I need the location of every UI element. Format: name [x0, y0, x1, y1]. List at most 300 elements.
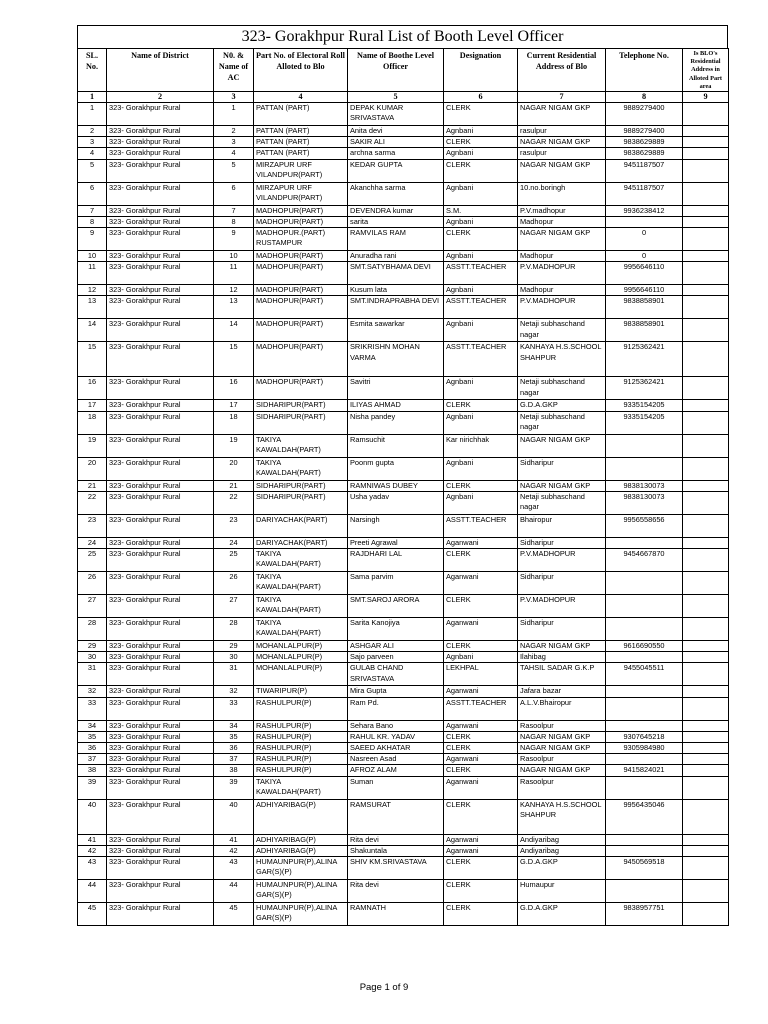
cell-ac-number: 35 — [214, 731, 254, 742]
page-title: 323- Gorakhpur Rural List of Booth Level Officer — [77, 25, 728, 48]
cell-telephone: 9305984980 — [606, 743, 683, 754]
cell-designation: CLERK — [444, 743, 518, 754]
cell-district-name: 323- Gorakhpur Rural — [107, 857, 214, 880]
cell-district-name: 323- Gorakhpur Rural — [107, 537, 214, 548]
column-header: Part No. of Electoral Roll Alloted to Blo — [254, 49, 348, 92]
cell-ac-number: 42 — [214, 845, 254, 856]
cell-address: 10.no.boringh — [518, 182, 606, 205]
cell-part-name: MADHOPUR(PART) — [254, 319, 348, 342]
cell-ac-number: 5 — [214, 159, 254, 182]
cell-officer-name: AFROZ ALAM — [348, 765, 444, 776]
cell-in-part-area — [683, 491, 729, 514]
cell-address: KANHAYA H.S.SCHOOL SHAHPUR — [518, 799, 606, 834]
cell-address: rasulpur — [518, 148, 606, 159]
cell-district-name: 323- Gorakhpur Rural — [107, 618, 214, 641]
booth-officer-sheet — [77, 25, 728, 926]
cell-part-name: SIDHARIPUR(PART) — [254, 400, 348, 411]
cell-address: Sidharipur — [518, 572, 606, 595]
cell-telephone: 0 — [606, 228, 683, 251]
cell-ac-number: 7 — [214, 205, 254, 216]
cell-part-name: RASHULPUR(P) — [254, 731, 348, 742]
cell-ac-number: 13 — [214, 296, 254, 319]
cell-designation: CLERK — [444, 480, 518, 491]
cell-telephone: 9454667870 — [606, 549, 683, 572]
cell-sl-no: 5 — [78, 159, 107, 182]
cell-officer-name: Akanchha sarma — [348, 182, 444, 205]
cell-telephone — [606, 834, 683, 845]
cell-district-name: 323- Gorakhpur Rural — [107, 903, 214, 926]
column-header: Name of District — [107, 49, 214, 92]
cell-sl-no: 4 — [78, 148, 107, 159]
cell-ac-number: 20 — [214, 457, 254, 480]
column-header: Current Residential Address of Blo — [518, 49, 606, 92]
cell-officer-name: RAMSURAT — [348, 799, 444, 834]
table-row — [78, 434, 729, 457]
cell-sl-no: 23 — [78, 514, 107, 537]
cell-district-name: 323- Gorakhpur Rural — [107, 103, 214, 126]
cell-part-name: TIWARIPUR(P) — [254, 686, 348, 697]
cell-part-name: RASHULPUR(P) — [254, 765, 348, 776]
cell-officer-name: archna sarma — [348, 148, 444, 159]
cell-designation: Agnbani — [444, 319, 518, 342]
cell-district-name: 323- Gorakhpur Rural — [107, 342, 214, 377]
cell-ac-number: 6 — [214, 182, 254, 205]
cell-district-name: 323- Gorakhpur Rural — [107, 148, 214, 159]
cell-part-name: TAKIYA KAWALDAH(PART) — [254, 776, 348, 799]
cell-part-name: RASHULPUR(P) — [254, 697, 348, 720]
cell-in-part-area — [683, 251, 729, 262]
cell-telephone: 9335154205 — [606, 411, 683, 434]
cell-ac-number: 4 — [214, 148, 254, 159]
cell-in-part-area — [683, 663, 729, 686]
cell-ac-number: 22 — [214, 491, 254, 514]
cell-telephone: 9125362421 — [606, 342, 683, 377]
cell-ac-number: 24 — [214, 537, 254, 548]
cell-designation: CLERK — [444, 595, 518, 618]
cell-part-name: MADHOPUR(PART) — [254, 262, 348, 285]
cell-in-part-area — [683, 182, 729, 205]
column-number: 2 — [107, 92, 214, 103]
cell-address: P.V.MADHOPUR — [518, 262, 606, 285]
table-row — [78, 618, 729, 641]
cell-in-part-area — [683, 845, 729, 856]
table-row — [78, 799, 729, 834]
cell-address: Netaji subhaschand nagar — [518, 491, 606, 514]
cell-designation: CLERK — [444, 731, 518, 742]
cell-telephone — [606, 457, 683, 480]
table-row — [78, 411, 729, 434]
table-body — [78, 103, 729, 926]
column-number: 9 — [683, 92, 729, 103]
cell-ac-number: 17 — [214, 400, 254, 411]
cell-sl-no: 44 — [78, 880, 107, 903]
cell-address: Rasoolpur — [518, 776, 606, 799]
cell-designation: CLERK — [444, 799, 518, 834]
cell-telephone — [606, 880, 683, 903]
cell-designation: Agnbani — [444, 491, 518, 514]
cell-designation: CLERK — [444, 880, 518, 903]
cell-designation: Agnbani — [444, 216, 518, 227]
cell-officer-name: Preeti Agrawal — [348, 537, 444, 548]
cell-telephone: 9838130073 — [606, 491, 683, 514]
cell-sl-no: 24 — [78, 537, 107, 548]
cell-district-name: 323- Gorakhpur Rural — [107, 251, 214, 262]
cell-sl-no: 14 — [78, 319, 107, 342]
table-row — [78, 857, 729, 880]
cell-sl-no: 13 — [78, 296, 107, 319]
cell-address: P.V.MADHOPUR — [518, 549, 606, 572]
cell-designation: Kar nirichhak — [444, 434, 518, 457]
cell-officer-name: Anuradha rani — [348, 251, 444, 262]
cell-ac-number: 45 — [214, 903, 254, 926]
cell-address: Netaji subhaschand nagar — [518, 377, 606, 400]
cell-part-name: MIRZAPUR URF VILANDPUR(PART) — [254, 159, 348, 182]
cell-address: Andiyaribag — [518, 834, 606, 845]
cell-telephone: 9838629889 — [606, 148, 683, 159]
cell-telephone: 9889279400 — [606, 103, 683, 126]
table-row — [78, 595, 729, 618]
cell-in-part-area — [683, 319, 729, 342]
table-row — [78, 457, 729, 480]
cell-telephone: 9956435046 — [606, 799, 683, 834]
cell-address: TAHSIL SADAR G.K.P — [518, 663, 606, 686]
cell-address: G.D.A.GKP — [518, 903, 606, 926]
table-row — [78, 663, 729, 686]
cell-officer-name: RAMVILAS RAM — [348, 228, 444, 251]
cell-telephone — [606, 754, 683, 765]
cell-officer-name: Mira Gupta — [348, 686, 444, 697]
cell-designation: CLERK — [444, 549, 518, 572]
cell-sl-no: 18 — [78, 411, 107, 434]
table-row — [78, 686, 729, 697]
cell-in-part-area — [683, 514, 729, 537]
cell-telephone — [606, 652, 683, 663]
cell-in-part-area — [683, 743, 729, 754]
cell-in-part-area — [683, 205, 729, 216]
cell-officer-name: Poonm gupta — [348, 457, 444, 480]
cell-in-part-area — [683, 377, 729, 400]
cell-telephone: 9307645218 — [606, 731, 683, 742]
blo-table — [77, 48, 729, 926]
cell-telephone: 9455045511 — [606, 663, 683, 686]
cell-part-name: TAKIYA KAWALDAH(PART) — [254, 434, 348, 457]
cell-address: NAGAR NIGAM GKP — [518, 765, 606, 776]
cell-district-name: 323- Gorakhpur Rural — [107, 514, 214, 537]
cell-in-part-area — [683, 776, 729, 799]
cell-designation: CLERK — [444, 103, 518, 126]
cell-sl-no: 41 — [78, 834, 107, 845]
table-row — [78, 285, 729, 296]
cell-part-name: MADHOPUR(PART) — [254, 205, 348, 216]
cell-district-name: 323- Gorakhpur Rural — [107, 411, 214, 434]
cell-district-name: 323- Gorakhpur Rural — [107, 262, 214, 285]
cell-in-part-area — [683, 480, 729, 491]
cell-ac-number: 37 — [214, 754, 254, 765]
cell-designation: Aganwani — [444, 572, 518, 595]
table-row — [78, 216, 729, 227]
cell-designation: Agnbani — [444, 377, 518, 400]
cell-address: Bhairopur — [518, 514, 606, 537]
cell-address: Sidharipur — [518, 457, 606, 480]
table-row — [78, 903, 729, 926]
column-header: N0. & Name of AC — [214, 49, 254, 92]
cell-district-name: 323- Gorakhpur Rural — [107, 743, 214, 754]
cell-ac-number: 2 — [214, 126, 254, 137]
cell-officer-name: Esmita sawarkar — [348, 319, 444, 342]
table-row — [78, 182, 729, 205]
cell-in-part-area — [683, 731, 729, 742]
cell-sl-no: 26 — [78, 572, 107, 595]
cell-sl-no: 25 — [78, 549, 107, 572]
cell-officer-name: Ram Pd. — [348, 697, 444, 720]
table-row — [78, 776, 729, 799]
cell-ac-number: 21 — [214, 480, 254, 491]
cell-sl-no: 17 — [78, 400, 107, 411]
cell-telephone: 9956646110 — [606, 285, 683, 296]
cell-district-name: 323- Gorakhpur Rural — [107, 319, 214, 342]
cell-district-name: 323- Gorakhpur Rural — [107, 457, 214, 480]
cell-part-name: DARIYACHAK(PART) — [254, 537, 348, 548]
cell-address: Madhopur — [518, 251, 606, 262]
cell-designation: Aganwani — [444, 754, 518, 765]
cell-telephone: 9838858901 — [606, 296, 683, 319]
cell-address: P.V.MADHOPUR — [518, 296, 606, 319]
cell-address: Madhopur — [518, 285, 606, 296]
cell-telephone — [606, 434, 683, 457]
cell-district-name: 323- Gorakhpur Rural — [107, 652, 214, 663]
cell-designation: Aganwani — [444, 686, 518, 697]
cell-designation: Agnbani — [444, 148, 518, 159]
cell-telephone: 9125362421 — [606, 377, 683, 400]
column-number: 7 — [518, 92, 606, 103]
cell-ac-number: 16 — [214, 377, 254, 400]
cell-designation: ASSTT.TEACHER — [444, 342, 518, 377]
cell-officer-name: SAKIR ALI — [348, 137, 444, 148]
cell-part-name: ADHIYARIBAG(P) — [254, 834, 348, 845]
cell-ac-number: 3 — [214, 137, 254, 148]
cell-ac-number: 30 — [214, 652, 254, 663]
cell-designation: CLERK — [444, 400, 518, 411]
cell-officer-name: SHIV KM.SRIVASTAVA — [348, 857, 444, 880]
cell-address: KANHAYA H.S.SCHOOL SHAHPUR — [518, 342, 606, 377]
cell-ac-number: 18 — [214, 411, 254, 434]
cell-part-name: RASHULPUR(P) — [254, 743, 348, 754]
cell-in-part-area — [683, 754, 729, 765]
cell-designation: Aganwani — [444, 720, 518, 731]
cell-telephone: 9451187507 — [606, 182, 683, 205]
cell-address: Netaji subhaschand nagar — [518, 319, 606, 342]
cell-part-name: PATTAN (PART) — [254, 126, 348, 137]
cell-sl-no: 28 — [78, 618, 107, 641]
cell-part-name: PATTAN (PART) — [254, 103, 348, 126]
cell-district-name: 323- Gorakhpur Rural — [107, 205, 214, 216]
cell-sl-no: 2 — [78, 126, 107, 137]
cell-ac-number: 1 — [214, 103, 254, 126]
cell-telephone: 9451187507 — [606, 159, 683, 182]
cell-sl-no: 16 — [78, 377, 107, 400]
cell-telephone: 9956558656 — [606, 514, 683, 537]
cell-part-name: RASHULPUR(P) — [254, 754, 348, 765]
cell-district-name: 323- Gorakhpur Rural — [107, 549, 214, 572]
table-row — [78, 731, 729, 742]
cell-telephone: 9936238412 — [606, 205, 683, 216]
cell-ac-number: 29 — [214, 641, 254, 652]
cell-district-name: 323- Gorakhpur Rural — [107, 776, 214, 799]
cell-part-name: HUMAUNPUR(P),ALINA GAR(S)(P) — [254, 880, 348, 903]
cell-in-part-area — [683, 537, 729, 548]
cell-district-name: 323- Gorakhpur Rural — [107, 686, 214, 697]
cell-designation: CLERK — [444, 137, 518, 148]
cell-district-name: 323- Gorakhpur Rural — [107, 845, 214, 856]
cell-part-name: MADHOPUR.(PART) RUSTAMPUR — [254, 228, 348, 251]
cell-ac-number: 23 — [214, 514, 254, 537]
cell-officer-name: Narsingh — [348, 514, 444, 537]
cell-ac-number: 15 — [214, 342, 254, 377]
cell-ac-number: 25 — [214, 549, 254, 572]
cell-ac-number: 11 — [214, 262, 254, 285]
table-row — [78, 342, 729, 377]
cell-telephone: 9335154205 — [606, 400, 683, 411]
cell-district-name: 323- Gorakhpur Rural — [107, 480, 214, 491]
cell-in-part-area — [683, 799, 729, 834]
cell-telephone: 9956646110 — [606, 262, 683, 285]
cell-telephone: 9450569518 — [606, 857, 683, 880]
cell-designation: ASSTT.TEACHER — [444, 296, 518, 319]
cell-in-part-area — [683, 126, 729, 137]
cell-ac-number: 39 — [214, 776, 254, 799]
cell-officer-name: RAJDHARI LAL — [348, 549, 444, 572]
cell-district-name: 323- Gorakhpur Rural — [107, 491, 214, 514]
cell-telephone: 9889279400 — [606, 126, 683, 137]
cell-district-name: 323- Gorakhpur Rural — [107, 296, 214, 319]
cell-sl-no: 12 — [78, 285, 107, 296]
cell-address: Netaji subhaschand nagar — [518, 411, 606, 434]
cell-in-part-area — [683, 834, 729, 845]
cell-officer-name: SMT.SATYBHAMA DEVI — [348, 262, 444, 285]
cell-district-name: 323- Gorakhpur Rural — [107, 434, 214, 457]
cell-designation: CLERK — [444, 641, 518, 652]
cell-in-part-area — [683, 686, 729, 697]
cell-address: Rasoolpur — [518, 720, 606, 731]
cell-sl-no: 32 — [78, 686, 107, 697]
cell-in-part-area — [683, 296, 729, 319]
column-number-row — [78, 92, 729, 103]
table-row — [78, 514, 729, 537]
table-row — [78, 641, 729, 652]
column-number: 1 — [78, 92, 107, 103]
cell-officer-name: Sarita Kanojiya — [348, 618, 444, 641]
cell-officer-name: Kusum lata — [348, 285, 444, 296]
cell-part-name: DARIYACHAK(PART) — [254, 514, 348, 537]
cell-address: Sidharipur — [518, 537, 606, 548]
cell-address: G.D.A.GKP — [518, 857, 606, 880]
cell-district-name: 323- Gorakhpur Rural — [107, 377, 214, 400]
cell-part-name: TAKIYA KAWALDAH(PART) — [254, 572, 348, 595]
cell-address: Madhopur — [518, 216, 606, 227]
cell-sl-no: 27 — [78, 595, 107, 618]
cell-in-part-area — [683, 434, 729, 457]
table-row — [78, 137, 729, 148]
cell-telephone — [606, 697, 683, 720]
cell-address: NAGAR NIGAM GKP — [518, 434, 606, 457]
cell-part-name: PATTAN (PART) — [254, 148, 348, 159]
cell-telephone: 9415824021 — [606, 765, 683, 776]
cell-sl-no: 22 — [78, 491, 107, 514]
cell-designation: Aganwani — [444, 834, 518, 845]
cell-sl-no: 35 — [78, 731, 107, 742]
column-number: 4 — [254, 92, 348, 103]
table-row — [78, 159, 729, 182]
table-row — [78, 572, 729, 595]
cell-district-name: 323- Gorakhpur Rural — [107, 834, 214, 845]
table-row — [78, 697, 729, 720]
cell-telephone: 9616690550 — [606, 641, 683, 652]
cell-part-name: ADHIYARIBAG(P) — [254, 799, 348, 834]
table-row — [78, 103, 729, 126]
cell-officer-name: SMT.SAROJ ARORA — [348, 595, 444, 618]
cell-in-part-area — [683, 216, 729, 227]
cell-in-part-area — [683, 103, 729, 126]
column-number: 3 — [214, 92, 254, 103]
cell-officer-name: RAHUL KR. YADAV — [348, 731, 444, 742]
cell-district-name: 323- Gorakhpur Rural — [107, 720, 214, 731]
cell-district-name: 323- Gorakhpur Rural — [107, 731, 214, 742]
cell-designation: Agnbani — [444, 285, 518, 296]
cell-sl-no: 6 — [78, 182, 107, 205]
cell-sl-no: 36 — [78, 743, 107, 754]
cell-sl-no: 34 — [78, 720, 107, 731]
cell-ac-number: 19 — [214, 434, 254, 457]
cell-in-part-area — [683, 903, 729, 926]
table-row — [78, 251, 729, 262]
cell-part-name: MIRZAPUR URF VILANDPUR(PART) — [254, 182, 348, 205]
cell-sl-no: 10 — [78, 251, 107, 262]
cell-address: P.V.MADHOPUR — [518, 595, 606, 618]
cell-district-name: 323- Gorakhpur Rural — [107, 663, 214, 686]
cell-part-name: TAKIYA KAWALDAH(PART) — [254, 457, 348, 480]
cell-in-part-area — [683, 137, 729, 148]
cell-ac-number: 14 — [214, 319, 254, 342]
cell-district-name: 323- Gorakhpur Rural — [107, 697, 214, 720]
table-row — [78, 549, 729, 572]
table-row — [78, 319, 729, 342]
cell-officer-name: SAEED AKHATAR — [348, 743, 444, 754]
table-row — [78, 845, 729, 856]
cell-telephone — [606, 845, 683, 856]
cell-ac-number: 31 — [214, 663, 254, 686]
cell-in-part-area — [683, 765, 729, 776]
cell-designation: Agnbani — [444, 457, 518, 480]
cell-telephone — [606, 572, 683, 595]
cell-district-name: 323- Gorakhpur Rural — [107, 126, 214, 137]
cell-sl-no: 30 — [78, 652, 107, 663]
cell-ac-number: 27 — [214, 595, 254, 618]
page-number: Page 1 of 9 — [359, 982, 409, 993]
cell-sl-no: 21 — [78, 480, 107, 491]
cell-in-part-area — [683, 457, 729, 480]
cell-telephone — [606, 618, 683, 641]
cell-sl-no: 42 — [78, 845, 107, 856]
cell-sl-no: 1 — [78, 103, 107, 126]
cell-in-part-area — [683, 652, 729, 663]
column-number: 6 — [444, 92, 518, 103]
cell-sl-no: 20 — [78, 457, 107, 480]
cell-officer-name: Nasreen Asad — [348, 754, 444, 765]
cell-sl-no: 3 — [78, 137, 107, 148]
cell-telephone — [606, 686, 683, 697]
table-row — [78, 480, 729, 491]
cell-designation: Aganwani — [444, 776, 518, 799]
